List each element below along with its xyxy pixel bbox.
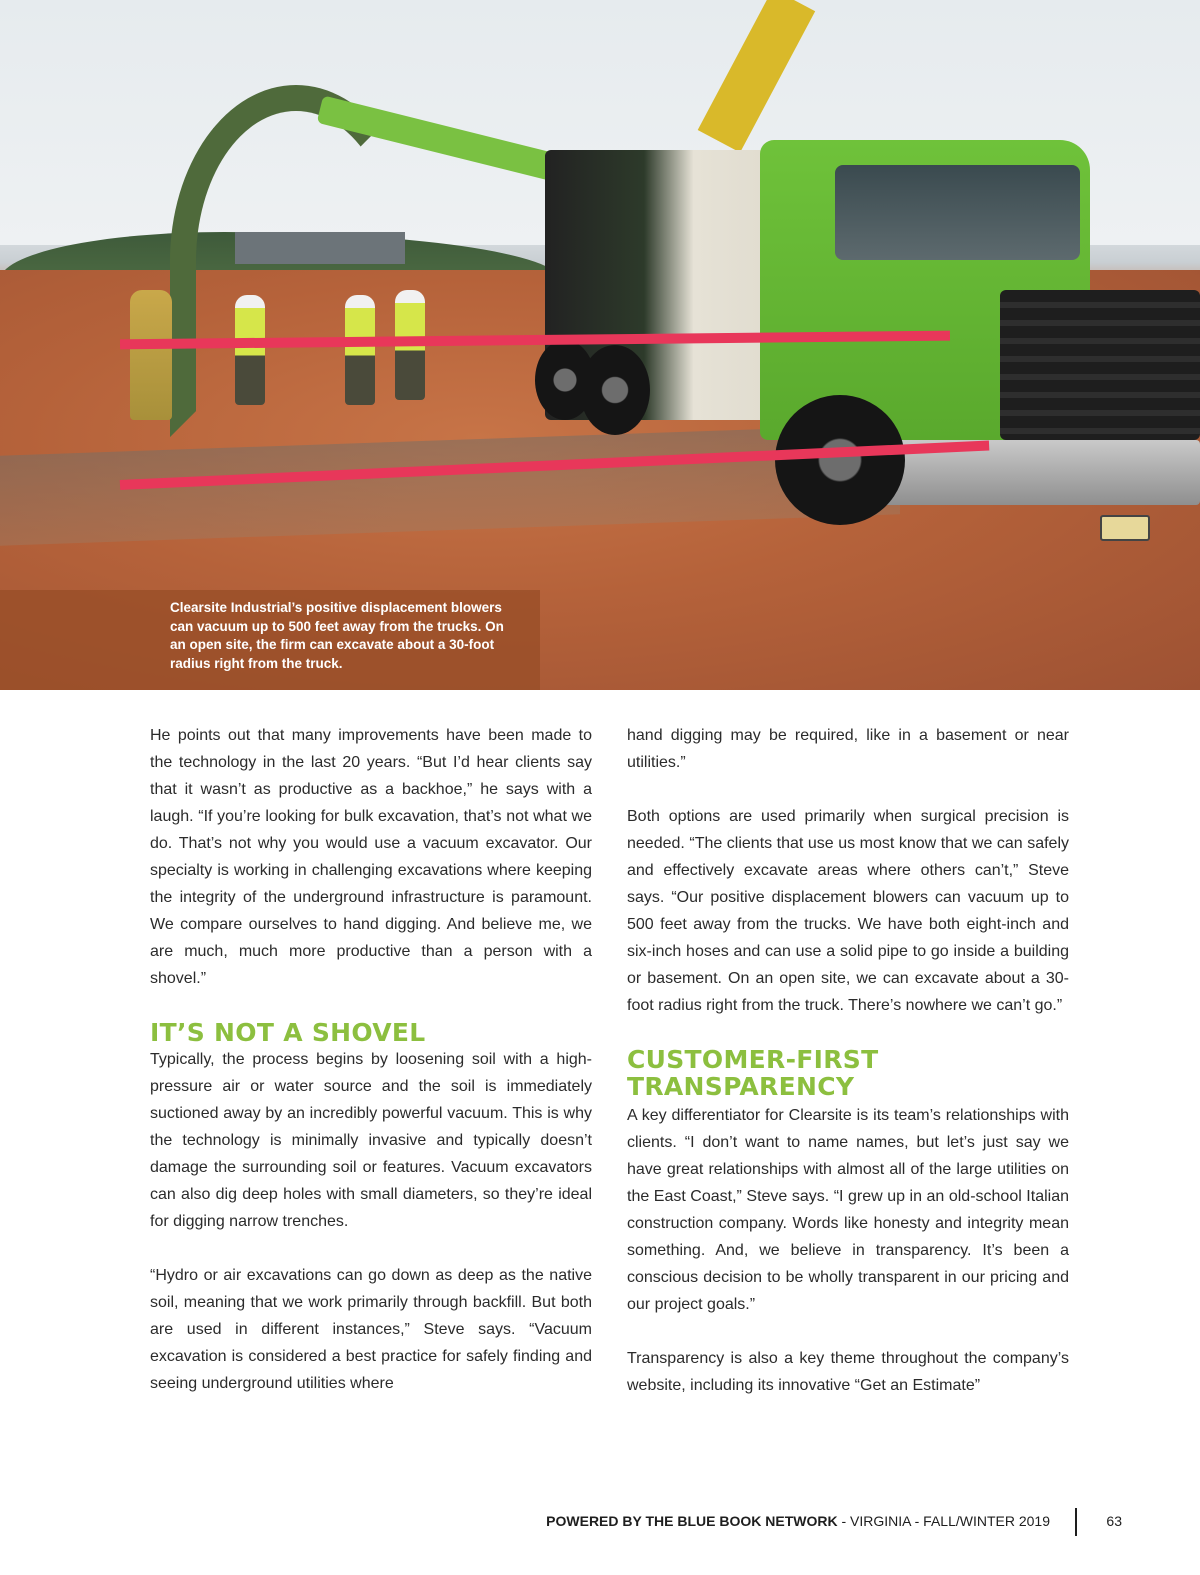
right-column bbox=[627, 722, 1069, 1426]
footer-divider bbox=[1075, 1508, 1077, 1536]
photo-grille bbox=[1000, 290, 1200, 440]
photo-caption: Clearsite Industrial’s positive displacement blowers can vacuum up to 500 feet away from the trucks. On an open site, the firm can excavate about a 30-foot radius right from the truck. bbox=[170, 600, 504, 671]
page-number: 63 bbox=[1106, 1513, 1122, 1529]
body-paragraph: A key differentiator for Clearsite is its team’s relationships with clients. “I don’t want to name names, but let’s just say we have great relationships with almost all of the large utilities on the East Coast,” Steve says. “I grew up in an old-school Italian construction company. Words like honesty and integrity mean something. And, we believe in transparency. It’s been a conscious decision to be wholly transparent in our pricing and our project goals.” bbox=[627, 1107, 1069, 1313]
body-paragraph: hand digging may be required, like in a basement or near utilities.” bbox=[627, 727, 1069, 771]
photo-worker bbox=[235, 295, 265, 405]
section-heading: IT’S NOT A SHOVEL bbox=[150, 1018, 426, 1047]
article-photo bbox=[0, 0, 1200, 690]
body-paragraph: “Hydro or air excavations can go down as deep as the native soil, meaning that we work primarily through backfill. But both are used in different instances,” Steve says. “Vacuum excavation is considered a best practice for safely finding and seeing underground utilities where bbox=[150, 1267, 592, 1392]
footer-publication bbox=[546, 1513, 1050, 1529]
body-paragraph: He points out that many improvements have been made to the technology in the last 20 years. “But I’d hear clients say that it wasn’t as productive as a backhoe,” he says with a laugh. “If you’re looking for bulk excavation, that’s not what we do. That’s not why you would use a vacuum excavator. Our specialty is working in challenging excavations where keeping the integrity of the underground infrastructure is paramount. We compare ourselves to hand digging. And believe me, we are much, much more productive than a person with a shovel.” bbox=[150, 727, 592, 987]
footer-network: POWERED BY THE BLUE BOOK NETWORK bbox=[546, 1513, 838, 1529]
left-column bbox=[150, 722, 592, 1424]
photo-windshield bbox=[835, 165, 1080, 260]
photo-caption-box bbox=[0, 590, 540, 690]
photo-wheel bbox=[775, 395, 905, 525]
body-paragraph: Typically, the process begins by loosening soil with a high-pressure air or water source and the soil is immediately suctioned away by an incredibly powerful vacuum. This is why the technology is minimally invasive and typically doesn’t damage the surrounding soil or features. Vacuum excavators can also dig deep holes with small diameters, so they’re ideal for digging narrow trenches. bbox=[150, 1051, 592, 1230]
photo-license-plate bbox=[1100, 515, 1150, 541]
photo-wheel bbox=[535, 340, 595, 420]
photo-worker bbox=[345, 295, 375, 405]
body-paragraph: Transparency is also a key theme throughout the company’s website, including its innovative “Get an Estimate” bbox=[627, 1350, 1069, 1394]
photo-worker bbox=[130, 290, 172, 420]
footer-edition: - VIRGINIA - FALL/WINTER 2019 bbox=[837, 1513, 1050, 1529]
section-heading: CUSTOMER-FIRST TRANSPARENCY bbox=[627, 1045, 879, 1101]
body-paragraph: Both options are used primarily when surgical precision is needed. “The clients that use us most know that we can safely and effectively excavate areas where others can’t,” Steve says. “Our positive displacement blowers can vacuum up to 500 feet away from the trucks. We have both eight-inch and six-inch hoses and can use a solid pipe to go inside a building or basement. On an open site, we can excavate about a 30-foot radius right from the truck. There’s nowhere we can’t go.” bbox=[627, 808, 1069, 1014]
page-footer bbox=[546, 1508, 1160, 1536]
